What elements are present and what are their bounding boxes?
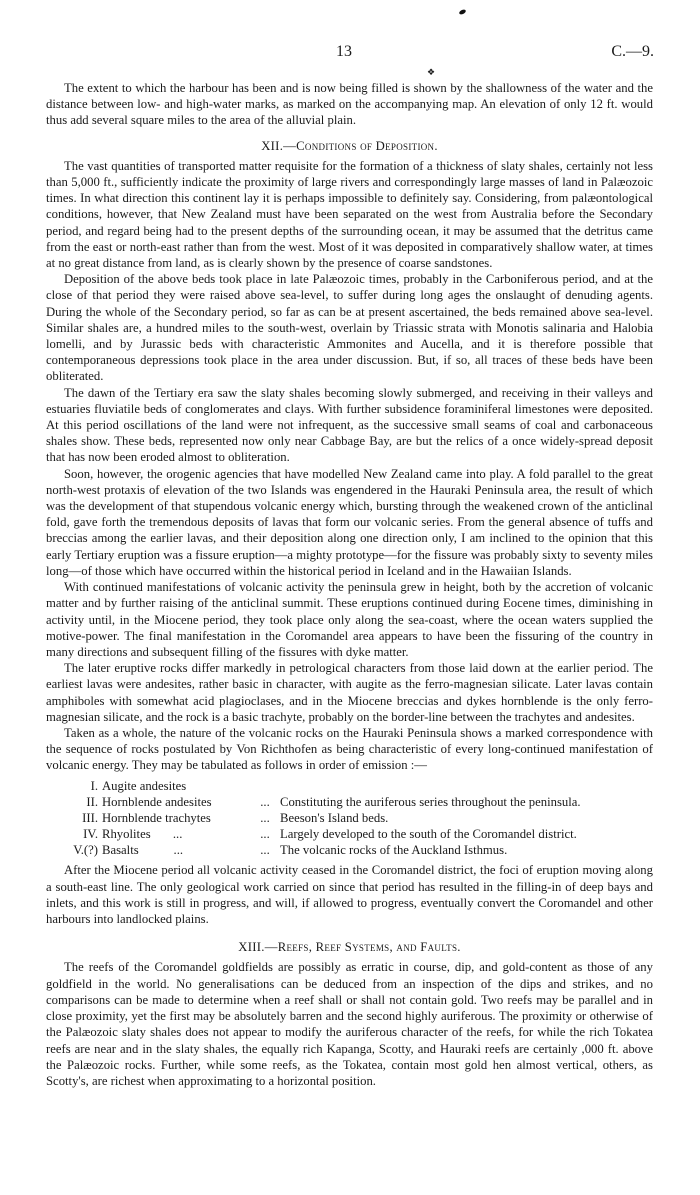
rock-number: II.	[86, 794, 98, 809]
leader-dots: ...	[260, 810, 270, 825]
rock-description: Constituting the auriferous series throughout the peninsula.	[280, 794, 581, 809]
rock-number: IV.	[83, 827, 98, 842]
leader-dots: ...	[260, 843, 270, 858]
rock-row	[62, 778, 653, 794]
leader-dots: ...	[260, 794, 270, 809]
section-heading-xii	[46, 138, 653, 154]
paragraph: With continued manifestations of volcanic activity the peninsula grew in height, both by the accretion of volcanic matter and by further raising of the anticlinal summit. These eruptions continued during Eocene times, diminishing in activity until, in the Miocene period, they took place only along the sea-coast, where the ocean waters supplied the motive-power. The final manifestation in the Coromandel area appears to have been the fissuring of the country in many directions and subsequent filling of the fissures with dyke matter.	[46, 580, 653, 659]
document-body	[46, 80, 653, 1089]
rock-number: III.	[82, 810, 98, 825]
rock-name: Basalts ...	[102, 843, 184, 858]
section-number: XIII.—	[238, 940, 278, 955]
rock-description: Largely developed to the south of the Coromandel district.	[280, 827, 577, 842]
paragraph: The dawn of the Tertiary era saw the slaty shales becoming slowly submerged, and receiving in their valleys and estuaries fluviatile beds of conglomerates and clays. With further subsidence foraminiferal limestones were deposited. At this period oscillations of the land were not infrequent, as the successive small seams of coal and carbonaceous shales show. These beds, represented now only near Cabbage Bay, are but the relics of a once widely-spread deposit that has now been eroded almost to obliteration.	[46, 385, 653, 465]
rock-sequence-table	[62, 778, 653, 859]
paragraph: Deposition of the above beds took place in late Palæozoic times, probably in the Carboniferous period, and at the close of that period they were raised above sea-level, to suffer during long ages the onslaught of denuding agents. During the whole of the Secondary period, so far as can be at present ascertained, the beds remained above sea-level. Similar shales are, a hundred miles to the south-west, overlain by Triassic strata with Monotis salinaria and Halobia lomelli, and by Jurassic beds with characteristic Ammonites and Aucella, and it is therefore possible that contemporaneous depressions took place in the area under discussion. But, if so, all traces of these beds have been obliterated.	[46, 272, 653, 384]
rock-row	[62, 842, 653, 858]
paragraph: Taken as a whole, the nature of the volcanic rocks on the Hauraki Peninsula shows a marked correspondence with the sequence of rocks postulated by Von Richthofen as being characteristic of every long-continued manifestation of volcanic energy. They may be tabulated as follows in order of emission :—	[46, 725, 653, 773]
rock-number: I.	[90, 778, 98, 793]
rock-number: V.(?)	[73, 843, 98, 858]
page-header	[0, 44, 700, 66]
rock-row	[62, 826, 653, 842]
page-number: 13	[336, 43, 352, 60]
rock-description: Beeson's Island beds.	[280, 810, 389, 825]
rock-name: Hornblende andesites	[102, 794, 212, 809]
section-number: XII.—	[261, 138, 297, 153]
rock-description: The volcanic rocks of the Auckland Isthmus.	[280, 843, 508, 858]
paragraph: After the Miocene period all volcanic activity ceased in the Coromandel district, the foci of eruption moving along a south-east line. The only geological work carried on since that period has resulted in the filling-in of deep bays and inlets, and this work is still in progress, and will, if allowed to progress, eventually convert the Coromandel and other harbours into landlocked plains.	[46, 863, 653, 927]
rock-name: Augite andesites	[102, 778, 187, 793]
rock-row	[62, 794, 653, 810]
paragraph: The reefs of the Coromandel goldfields are possibly as erratic in course, dip, and gold-content as those of any goldfield in the world. No generalisations can be deduced from an inspection of the dips and strikes, and no comparisons can be made to determine when a reef shall or shall not contain gold. Two reefs may be parallel and in close proximity, yet the first may be absolutely barren and the second highly auriferous. The proximity or otherwise of the Palæozoic slaty shales does not appear to modify the auriferous character of the reefs, for while the rich Tokatea reefs are near and in the slaty shales, the equally rich Kapanga, Scotty, and Hauraki reefs are certainly ,000 ft. above the Palæozoic rocks. Further, while some reefs, as the Tokatea, contain most gold hen almost vertical, others, as Scotty's, are richest when approximating to a horizontal position.	[46, 960, 653, 1088]
printer-mark: ❖	[427, 67, 436, 77]
intro-paragraph: The extent to which the harbour has been and is now being filled is shown by the shallowness of the water and the distance between low- and high-water marks, as marked on the accompanying map. An elevation of only 12 ft. would thus add several square miles to the area of the alluvial plain.	[46, 81, 653, 128]
section-title: Conditions of Deposition.	[296, 138, 438, 153]
paragraph: The vast quantities of transported matter requisite for the formation of a thickness of slaty shales, certainly not less than 5,000 ft., sufficiently indicate the proximity of large rivers and correspondingly large masses of land in Palæozoic times. In what direction this continent lay it is perhaps impossible to definitely say. Considering, from palæontological conditions, however, that New Zealand must have been separated on the west from Australia before the Secondary period, and regard being had to the present depths of the surrounding ocean, it may be assumed that the detritus came from the east or north-east rather than from the west. Most of it was deposited in comparatively shallow water, at times at no great distance from land, as is clearly shown by the presence of coarse sandstones.	[46, 158, 653, 271]
section-title: Reefs, Reef Systems, and Faults.	[277, 940, 461, 955]
rock-row	[62, 810, 653, 826]
paragraph: Soon, however, the orogenic agencies that have modelled New Zealand came into play. A fold parallel to the great north-west protaxis of elevation of the two Islands was engendered in the Hauraki Peninsula area, the result of which was the development of that stupendous volcanic energy which, bursting through the weakened crown of the anticlinal fold, gave forth the tremendous deposits of lavas that form our volcanic series. From the general absence of tuffs and breccias among the earlier lavas, and their deposition along one direction only, I am inclined to the opinion that this early Tertiary eruption was a fissure eruption—a mighty prototype—for the fissure was probably sixty to seventy miles long—of those which have occurred within the historical period in Iceland and in the Hawaiian Islands.	[46, 466, 653, 578]
leader-dots: ...	[260, 827, 270, 842]
ink-speck	[458, 9, 466, 16]
document-reference: C.—9.	[611, 43, 654, 60]
paragraph: The later eruptive rocks differ markedly in petrological characters from those laid down at the earlier period. The earliest lavas were andesites, rather basic in character, with augite as the ferro-magnesian silicate. Later lavas contain amphiboles with somewhat acid plagioclases, and in the Miocene breccias and dykes hornblende is the only ferro-magnesian silicate, and the rock is a basic trachyte, probably on the border-line between the trachytes and andesites.	[46, 661, 653, 724]
rock-name: Hornblende trachytes	[102, 810, 211, 825]
rock-name: Rhyolites ...	[102, 827, 183, 842]
section-heading-xiii	[46, 939, 653, 955]
